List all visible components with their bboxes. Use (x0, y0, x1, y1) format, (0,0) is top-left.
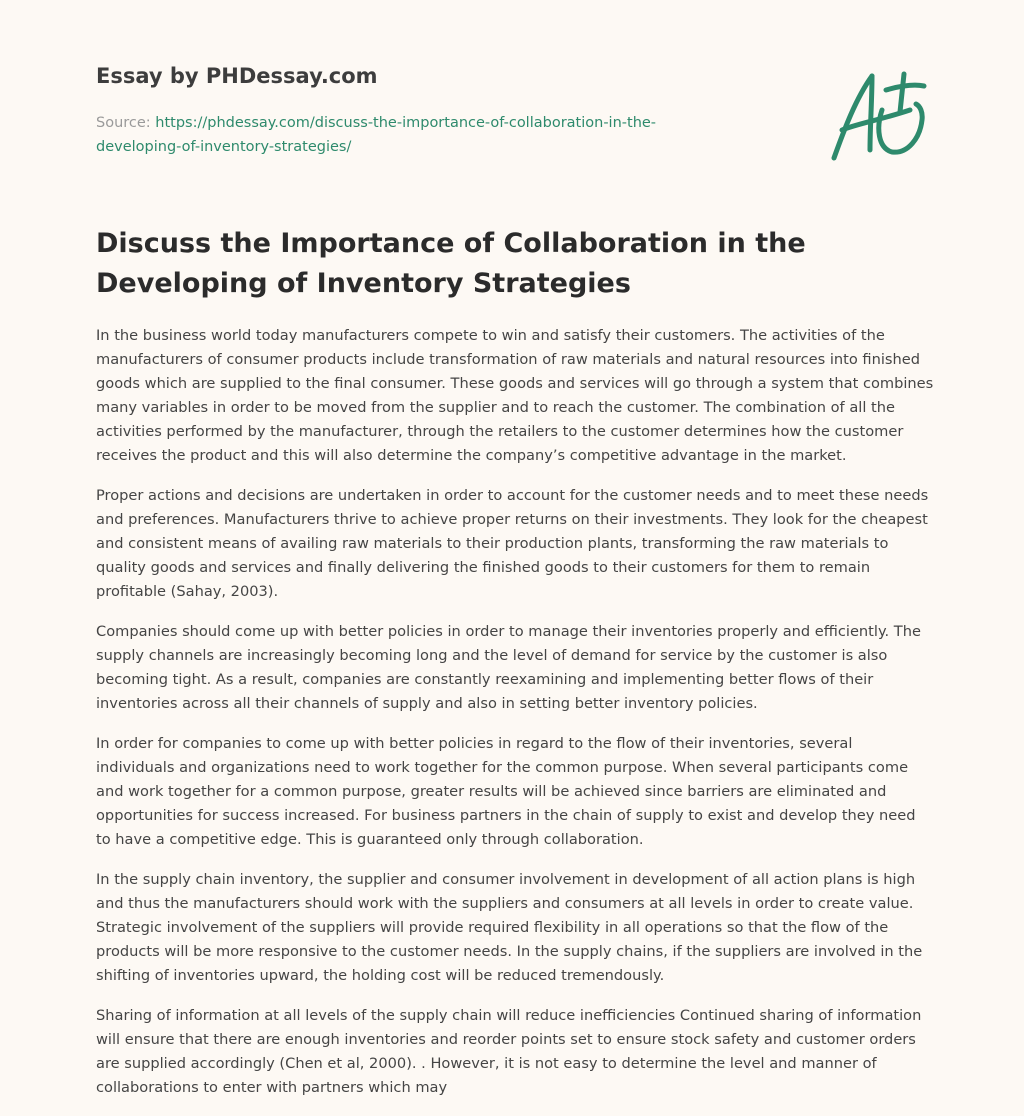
paragraph: In the supply chain inventory, the supplier and consumer involvement in development of all action plans is high and thus the manufacturers should work with the suppliers and consumers at all levels in order to create value. Strategic involvement of the suppliers will provide required flexibility in all operations so that the flow of the products will be more responsive to the customer needs. In the supply chains, if the suppliers are involved in the shifting of inventories upward, the holding cost will be reduced tremendously. (96, 871, 923, 984)
header (96, 0, 928, 180)
paragraph: Sharing of information at all levels of the supply chain will reduce inefficiencies Continued sharing of information will ensure that there are enough inventories and reorder points set to ensure stock safety and customer orders are supplied accordingly (Chen et al, 2000). . However, it is not easy to determine the level and manner of collaborations to enter with partners which may (96, 1007, 922, 1096)
a-plus-logo-icon (820, 66, 932, 166)
source-line (96, 111, 716, 159)
source-label: Source: (96, 115, 156, 131)
paragraph: Proper actions and decisions are undertaken in order to account for the customer needs and to meet these needs and preferences. Manufacturers thrive to achieve proper returns on their investments. They look for the cheapest and consistent means of availing raw materials to their production plants, transforming the raw materials to quality goods and services and finally delivering the finished goods to their customers for them to remain profitable (Sahay, 2003). (96, 487, 929, 600)
brand-title: Essay by PHDessay.com (96, 64, 378, 88)
paragraph: In order for companies to come up with better policies in regard to the flow of their inventories, several individuals and organizations need to work together for the common purpose. When several participants come and work together for a common purpose, greater results will be achieved since barriers are eliminated and opportunities for success increased. For business partners in the chain of supply to exist and develop they need to have a competitive edge. This is guaranteed only through collaboration. (96, 735, 916, 848)
article-title: Discuss the Importance of Collaboration in the Developing of Inventory Strategies (96, 228, 806, 299)
article-body (96, 324, 934, 1116)
paragraph: In the business world today manufacturers compete to win and satisfy their customers. The activities of the manufacturers of consumer products include transformation of raw materials and natural resources into finished goods which are supplied to the final consumer. These goods and services will go through a system that combines many variables in order to be moved from the supplier and to reach the customer. The combination of all the activities performed by the manufacturer, through the retailers to the customer determines how the customer receives the product and this will also determine the company’s competitive advantage in the market. (96, 327, 934, 464)
paragraph: Companies should come up with better policies in order to manage their inventories properly and efficiently. The supply channels are increasingly becoming long and the level of demand for service by the customer is also becoming tight. As a result, companies are constantly reexamining and implementing better flows of their inventories across all their channels of supply and also in setting better inventory policies. (96, 623, 921, 712)
source-link[interactable]: https://phdessay.com/discuss-the-importance-of-collaboration-in-the-developing-of-inventory-strategies/ (96, 115, 657, 155)
